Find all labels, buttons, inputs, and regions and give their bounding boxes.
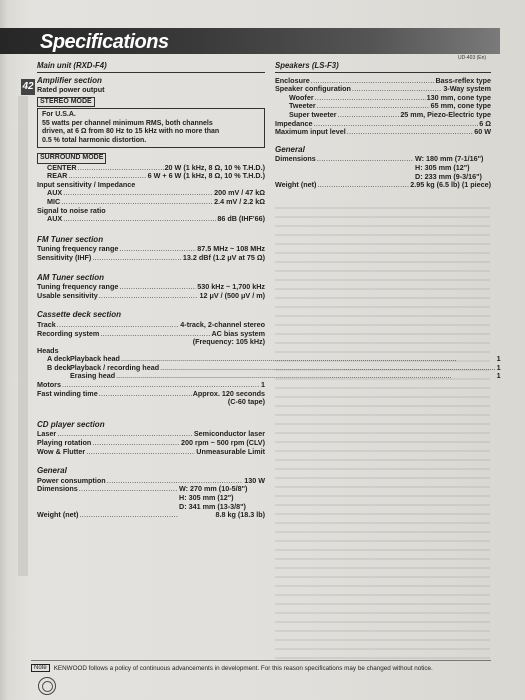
erasing-head-row xyxy=(70,372,501,381)
impedance-value: 6 Ω xyxy=(479,118,491,128)
playrec-head-value: 1 xyxy=(496,362,501,372)
rated-power-label: Rated power output xyxy=(37,85,105,95)
super-tweeter-label: Super tweeter xyxy=(289,109,337,119)
config-value: 3-Way system xyxy=(443,84,491,94)
speaker-weight-value: 2.95 kg (6.5 lb) (1 piece) xyxy=(410,180,491,190)
am-section-title: AM Tuner section xyxy=(37,272,104,282)
rotation-label: Playing rotation xyxy=(37,438,92,448)
usa-text-line: 55 watts per channel minimum RMS, both channels xyxy=(42,119,213,127)
dimensions-w: W: 270 mm (10-5/8") xyxy=(179,484,248,494)
playback-head-label: Playback head xyxy=(70,354,120,364)
speakers-general-title: General xyxy=(275,144,305,154)
surround-mode-label: SURROUND MODE xyxy=(37,153,106,164)
recording-frequency: (Frequency: 105 kHz) xyxy=(192,337,265,347)
power-label: Power consumption xyxy=(37,475,106,485)
am-sensitivity-label: Usable sensitivity xyxy=(37,290,98,300)
playback-head-value: 1 xyxy=(496,354,501,364)
fast-winding-tape: (C-60 tape) xyxy=(227,397,265,407)
track-label: Track xyxy=(37,319,56,329)
super-tweeter-value: 25 mm, Piezo-Electric type xyxy=(400,109,491,119)
fm-range-value: 87.5 MHz ~ 108 MHz xyxy=(197,244,265,254)
am-range-value: 530 kHz ~ 1,700 kHz xyxy=(197,282,265,292)
config-label: Speaker configuration xyxy=(275,84,351,94)
tweeter-value: 65 mm, cone type xyxy=(430,101,491,111)
speaker-dimensions-h: H: 305 mm (12") xyxy=(415,162,470,172)
mic-value: 2.4 mV / 2.2 kΩ xyxy=(214,196,265,206)
main-unit-header: Main unit (RXD-F4) xyxy=(37,62,265,73)
dimensions-label: Dimensions xyxy=(37,484,78,494)
center-label: CENTER xyxy=(47,162,77,172)
general-section-title: General xyxy=(37,466,67,476)
b-deck-label: B deck xyxy=(47,362,71,372)
usa-label: For U.S.A. xyxy=(42,111,76,119)
heads-label: Heads xyxy=(37,345,59,355)
mic-label: MIC xyxy=(47,196,61,206)
weight-row xyxy=(37,511,265,520)
show-through-text xyxy=(275,200,490,620)
rear-value: 6 W + 6 W (1 kHz, 8 Ω, 10 % T.H.D.) xyxy=(147,171,265,181)
wow-flutter-label: Wow & Flutter xyxy=(37,446,86,456)
speaker-weight-label: Weight (net) xyxy=(275,180,317,190)
page-title: Specifications xyxy=(40,31,169,53)
fm-sensitivity-value: 13.2 dBf (1.2 μV at 75 Ω) xyxy=(182,252,265,262)
dimensions-d: D: 341 mm (13-3/8") xyxy=(179,501,246,511)
recording-label: Recording system xyxy=(37,328,100,338)
footer-note xyxy=(31,664,489,672)
speakers-column xyxy=(275,62,491,190)
tweeter-label: Tweeter xyxy=(289,101,316,111)
aux-value: 200 mV / 47 kΩ xyxy=(214,188,265,198)
rear-label: REAR xyxy=(47,171,68,181)
erasing-head-label: Erasing head xyxy=(70,371,116,381)
wow-flutter-value: Unmeasurable Limit xyxy=(196,446,265,456)
recycle-logo-icon xyxy=(38,677,56,695)
woofer-value: 130 mm, cone type xyxy=(426,92,491,102)
fast-winding-value: Approx. 120 seconds xyxy=(192,388,265,398)
laser-label: Laser xyxy=(37,429,57,439)
recording-value: AC bias system xyxy=(211,328,265,338)
a-deck-label: A deck xyxy=(47,354,71,364)
motors-label: Motors xyxy=(37,380,61,390)
snr-label: Signal to noise ratio xyxy=(37,205,106,215)
usa-text-line: 0.5 % total harmonic distortion. xyxy=(42,136,147,144)
power-value: 130 W xyxy=(244,475,265,485)
speakers-header: Speakers (LS-F3) xyxy=(275,62,491,73)
speaker-dimensions-label: Dimensions xyxy=(275,154,316,164)
fast-winding-label: Fast winding time xyxy=(37,388,98,398)
am-sensitivity-value: 12 μV / (500 μV / m) xyxy=(199,290,265,300)
side-stripe xyxy=(18,96,28,576)
snr-aux-value: 86 dB (IHF'66) xyxy=(217,214,265,224)
model-code: UD-403 (En) xyxy=(458,55,487,61)
impedance-label: Impedance xyxy=(275,118,313,128)
am-sensitivity-row xyxy=(37,292,265,301)
erasing-head-value: 1 xyxy=(496,371,501,381)
snr-aux-row xyxy=(37,215,265,224)
track-value: 4-track, 2-channel stereo xyxy=(180,319,265,329)
am-range-label: Tuning frequency range xyxy=(37,282,119,292)
amplifier-section-title: Amplifier section xyxy=(37,75,102,85)
max-input-label: Maximum input level xyxy=(275,127,346,137)
fm-sensitivity-label: Sensitivity (IHF) xyxy=(37,252,92,262)
playrec-head-row xyxy=(70,364,501,373)
wow-flutter-row xyxy=(37,448,265,457)
weight-value: 8.8 kg (18.3 lb) xyxy=(215,510,265,520)
cassette-section-title: Cassette deck section xyxy=(37,310,122,320)
motors-value: 1 xyxy=(261,380,265,390)
center-value: 20 W (1 kHz, 8 Ω, 10 % T.H.D.) xyxy=(164,162,265,172)
speaker-dimensions-w: W: 180 mm (7-1/16") xyxy=(415,154,484,164)
aux-label: AUX xyxy=(47,188,63,198)
page-number: 42 xyxy=(21,79,35,95)
stereo-mode-label: STEREO MODE xyxy=(37,97,95,108)
usa-text-line: driven, at 6 Ω from 80 Hz to 15 kHz with no more than xyxy=(42,128,220,136)
speaker-dimensions-d: D: 233 mm (9-3/16") xyxy=(415,171,482,181)
cd-section-title: CD player section xyxy=(37,419,105,429)
speaker-weight-row xyxy=(275,181,491,190)
playrec-head-label: Playback / recording head xyxy=(70,362,160,372)
max-input-value: 60 W xyxy=(474,127,491,137)
rotation-value: 200 rpm ~ 500 rpm (CLV) xyxy=(181,438,265,448)
laser-value: Semiconductor laser xyxy=(193,429,265,439)
input-sensitivity-label: Input sensitivity / Impedance xyxy=(37,179,136,189)
weight-label: Weight (net) xyxy=(37,510,79,520)
fm-section-title: FM Tuner section xyxy=(37,234,104,244)
footer-divider xyxy=(31,660,491,661)
enclosure-value: Bass-reflex type xyxy=(435,75,491,85)
note-text: KENWOOD follows a policy of continuous advancements in development. For this reason specifications may be changed without notice. xyxy=(53,664,433,672)
usa-rating-box xyxy=(37,108,265,148)
max-input-row xyxy=(275,128,491,137)
snr-aux-label: AUX xyxy=(47,214,63,224)
note-label: Note xyxy=(31,664,50,672)
woofer-label: Woofer xyxy=(289,92,314,102)
dimensions-h: H: 305 mm (12") xyxy=(179,493,234,502)
enclosure-label: Enclosure xyxy=(275,75,310,85)
fm-range-label: Tuning frequency range xyxy=(37,244,119,254)
heads-table xyxy=(37,354,501,381)
fm-sensitivity-row xyxy=(37,254,265,263)
